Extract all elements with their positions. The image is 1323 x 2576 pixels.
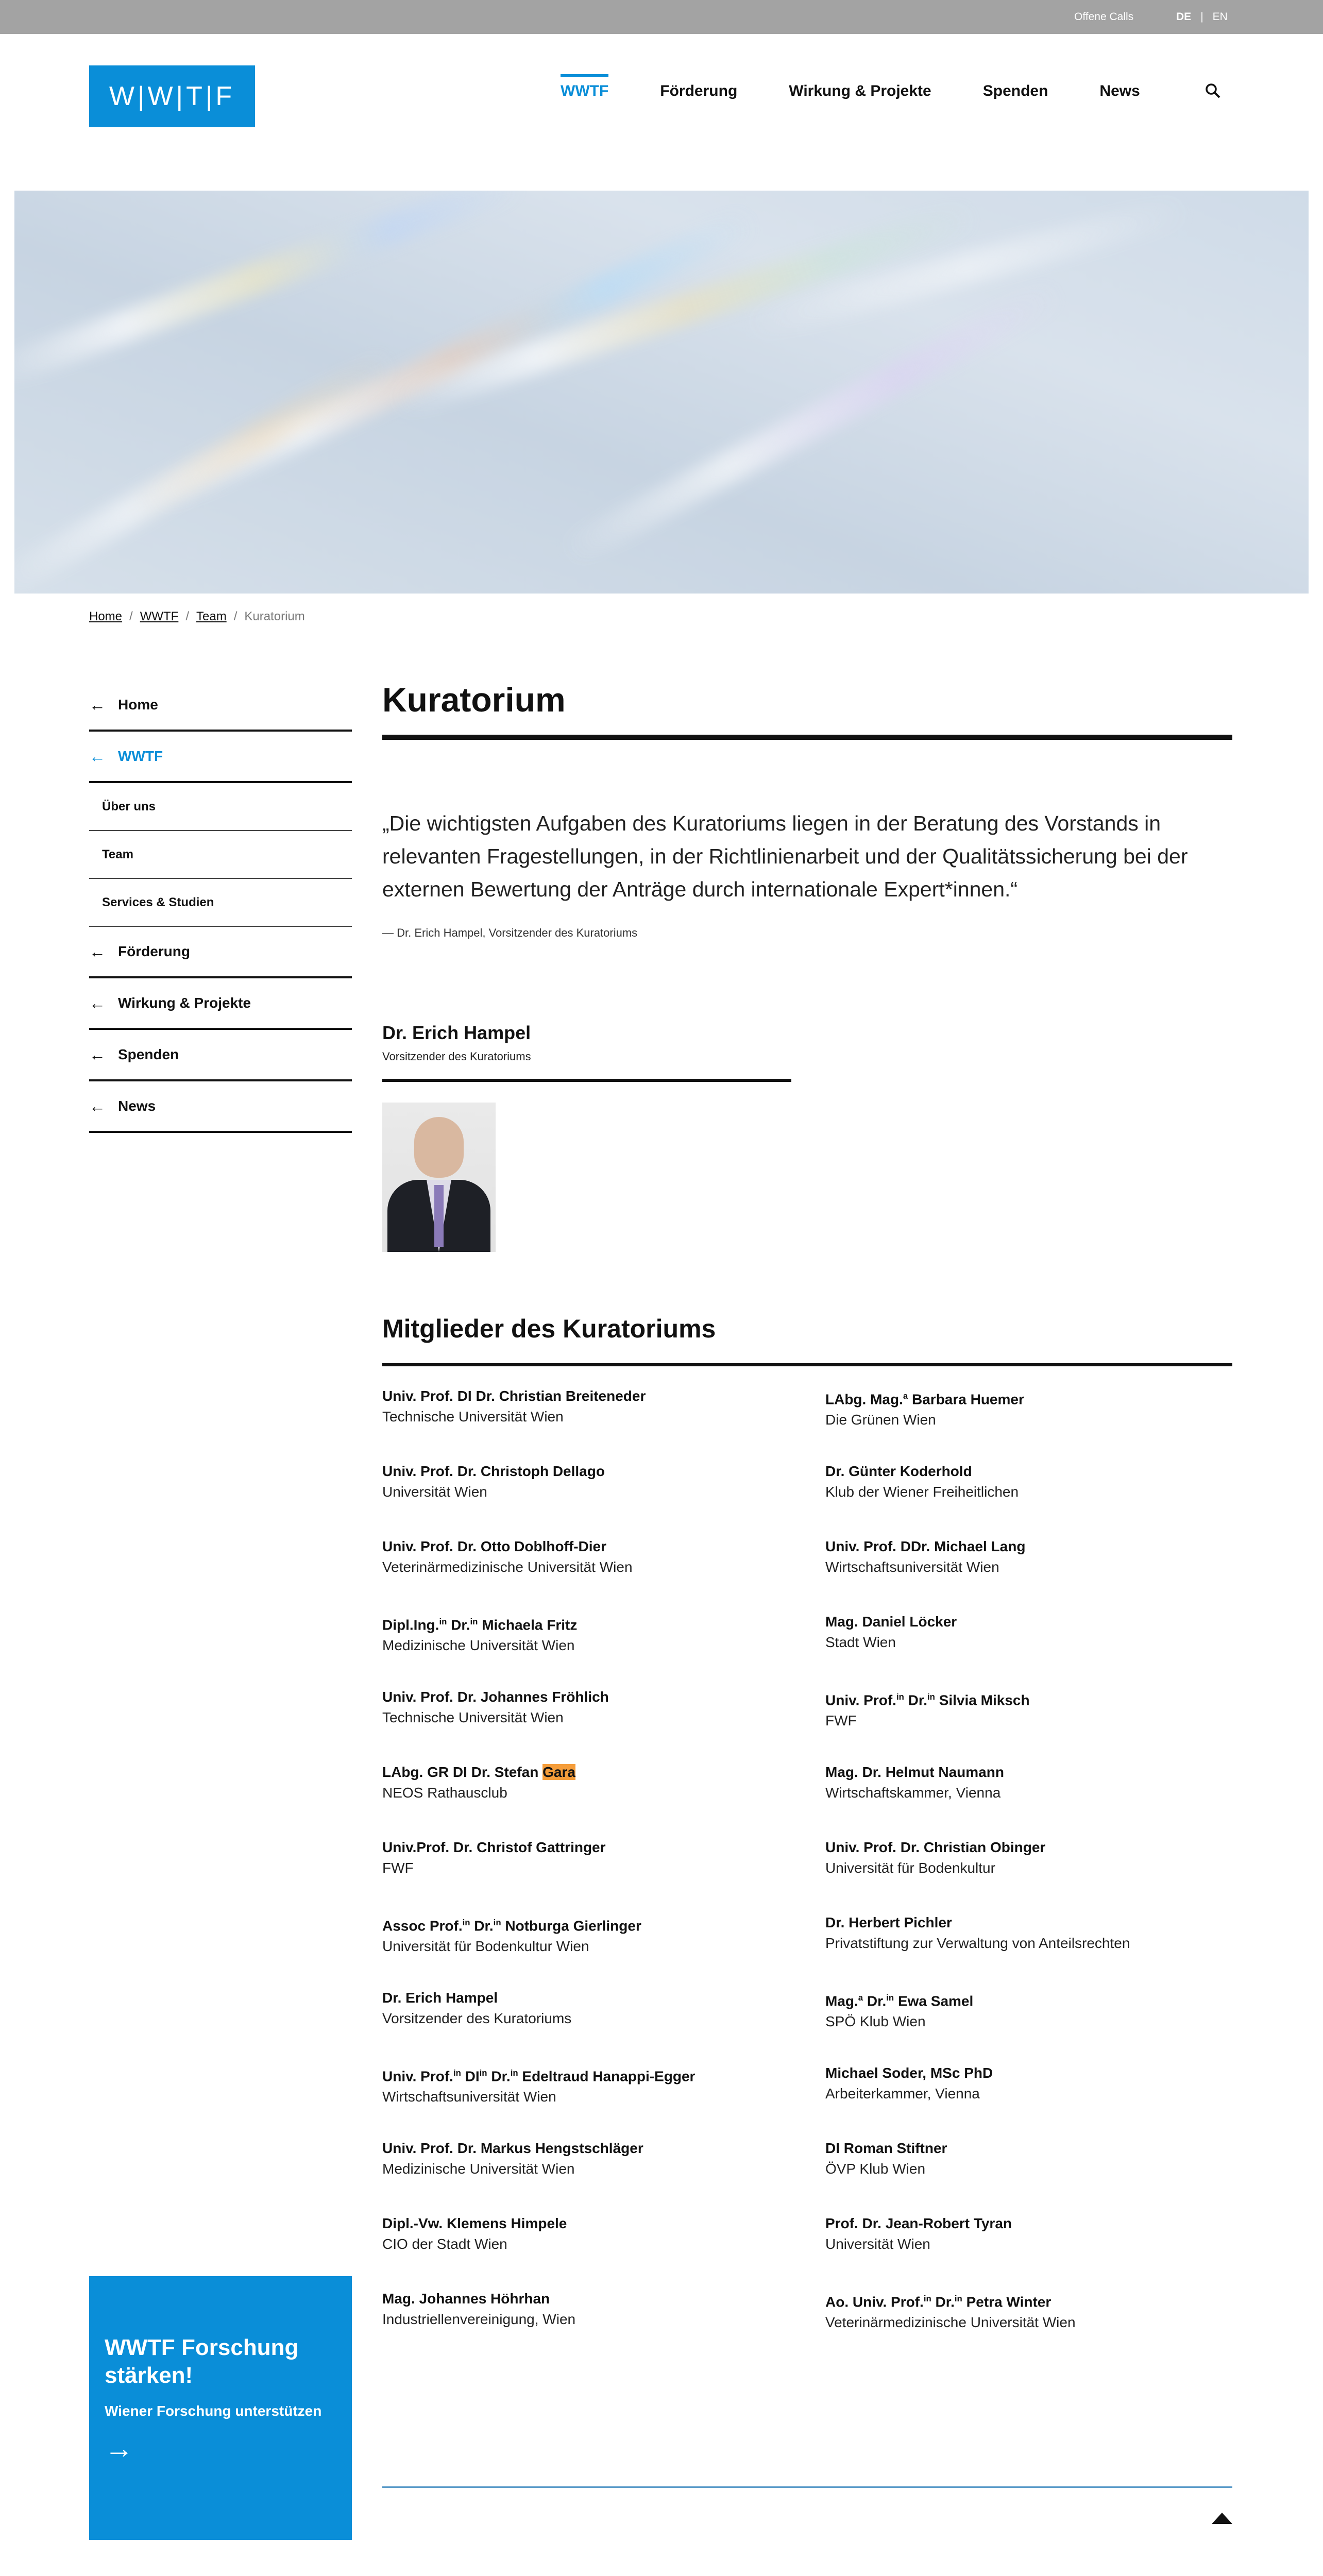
member-entry [382,1536,789,1612]
member-name: Assoc Prof.$^{in}$ Dr.$^{in}$ Notburga Gierlinger [382,1918,641,1934]
member-organisation: FWF [382,1860,414,1876]
page-title: Kuratorium [382,681,566,719]
member-organisation: SPÖ Klub Wien [825,2013,926,2030]
member-organisation: Wirtschaftsuniversität Wien [825,1559,999,1575]
arrow-left-icon: ← [89,1045,106,1064]
member-entry [382,1386,789,1461]
offene-calls-link[interactable]: Offene Calls [1074,11,1134,23]
arrow-left-icon: ← [89,747,106,766]
sidebar-item-wirkung-projekte[interactable] [89,978,352,1030]
nav-spenden[interactable]: Spenden [982,82,1048,99]
member-name: Univ. Prof. Dr. Otto Doblhoff-Dier [382,1538,607,1554]
members-divider [382,1363,1232,1366]
member-name: Univ. Prof. Dr. Markus Hengstschläger [382,2140,643,2156]
member-entry [382,2138,789,2213]
member-entry [825,2289,1232,2364]
member-name: Dr. Günter Koderhold [825,1463,972,1479]
member-entry [825,1386,1232,1461]
member-organisation: Klub der Wiener Freiheitlichen [825,1484,1019,1500]
member-entry [382,1988,789,2063]
members-heading: Mitglieder des Kuratoriums [382,1314,716,1343]
content-end-divider [382,2486,1232,2488]
arrow-right-icon: → [105,2432,133,2464]
member-name: Univ. Prof.$^{in}$ $DI^{in}$ Dr.$^{in}$ Edeltraud Hanappi-Egger [382,2068,696,2084]
chair-photo [382,1103,496,1252]
sidebar-item-wwtf[interactable] [89,732,352,783]
member-organisation: Wirtschaftsuniversität Wien [382,2089,556,2105]
member-entry [382,2063,789,2138]
lang-separator: | [1200,11,1203,23]
member-name: Mag. Daniel Löcker [825,1614,957,1630]
quote-text: „Die wichtigsten Aufgaben des Kuratoriums liegen in der Beratung des Vorstands in relevanten Fragestellungen, in der Richtlinienarbeit und der Qualitätssicherung bei der externen Bewertung der Anträge durch internationale Expert*innen.“ [382,811,1188,901]
sidebar-item-label: WWTF [118,748,163,764]
arrow-left-icon: ← [89,942,106,961]
member-organisation: Universität Wien [382,1484,487,1500]
member-entry [825,1461,1232,1536]
sidebar-subitem-team[interactable]: Team [89,831,352,879]
member-entry [382,2213,789,2289]
sidebar-item-label: Spenden [118,1046,179,1062]
breadcrumb-separator: / [185,609,189,623]
member-name: Univ. Prof.$^{in}$ Dr.$^{in}$ Silvia Miksch [825,1692,1030,1708]
member-entry [825,1536,1232,1612]
member-name: Mag. Dr. Helmut Naumann [825,1764,1004,1780]
sidebar-item-label: News [118,1098,156,1114]
sidebar-item-label: Home [118,697,158,713]
member-entry [825,2063,1232,2138]
member-name: Univ. Prof. Dr. Johannes Fröhlich [382,1689,609,1705]
member-organisation: Technische Universität Wien [382,1409,564,1425]
member-entry [825,1837,1232,1912]
member-entry [382,1612,789,1687]
member-name: DI Roman Stiftner [825,2140,947,2156]
wwtf-logo[interactable] [89,65,255,127]
member-name: Univ. Prof. Dr. Christian Obinger [825,1839,1046,1855]
member-organisation: Veterinärmedizinische Universität Wien [382,1559,633,1575]
member-name: Dipl.-Vw. Klemens Himpele [382,2215,567,2231]
member-organisation: ÖVP Klub Wien [825,2161,926,2177]
back-to-top-icon[interactable] [1212,2513,1232,2524]
nav-wwtf[interactable]: WWTF [561,82,609,99]
member-entry [382,1461,789,1536]
member-name: LAbg. Mag.$^a$ Barbara Huemer [825,1391,1024,1408]
members-column-left [382,1386,789,2364]
member-organisation: Medizinische Universität Wien [382,1637,575,1654]
sidebar-item-label: Förderung [118,943,190,959]
member-organisation: Universität Wien [825,2236,930,2252]
member-entry [382,2289,789,2364]
support-subtitle: Wiener Forschung unterstützen [105,2403,322,2419]
member-organisation: Veterinärmedizinische Universität Wien [825,2314,1076,2331]
members-column-right [825,1386,1232,2364]
member-entry [825,2213,1232,2289]
member-entry [825,1612,1232,1687]
arrow-left-icon: ← [89,993,106,1012]
search-icon[interactable] [1205,82,1221,99]
sidebar-subitem-ueber-uns[interactable]: Über uns [89,783,352,831]
nav-news[interactable]: News [1099,82,1140,99]
support-box[interactable] [89,2276,352,2540]
member-organisation: Wirtschaftskammer, Vienna [825,1785,1001,1801]
members-grid [382,1386,1232,2364]
breadcrumb [89,609,305,624]
sidebar-nav [89,680,352,1133]
main-content [382,680,1232,1252]
member-entry [825,1687,1232,1762]
chair-name: Dr. Erich Hampel [382,1022,531,1043]
chair-divider [382,1079,791,1082]
member-entry [382,1912,789,1988]
member-entry [825,1988,1232,2063]
member-organisation: NEOS Rathausclub [382,1785,507,1801]
member-organisation: Die Grünen Wien [825,1412,936,1428]
support-title: WWTF Forschung stärken! [105,2335,299,2388]
sidebar-subitem-services-studien[interactable]: Services & Studien [89,879,352,927]
member-name: Dr. Herbert Pichler [825,1914,952,1930]
member-entry [382,1762,789,1837]
title-divider [382,735,1232,740]
breadcrumb-separator: / [129,609,133,623]
member-name: Michael Soder, MSc PhD [825,2065,993,2081]
breadcrumb-home[interactable]: Home [89,609,123,623]
member-entry [382,1687,789,1762]
member-name: Univ.Prof. Dr. Christof Gattringer [382,1839,606,1855]
breadcrumb-team[interactable]: Team [196,609,227,623]
member-name: Mag.$^a$ Dr.$^{in}$ Ewa Samel [825,1993,974,2009]
arrow-left-icon: ← [89,1096,106,1115]
breadcrumb-separator: / [233,609,238,623]
member-name: Prof. Dr. Jean-Robert Tyran [825,2215,1012,2231]
member-organisation: Technische Universität Wien [382,1709,564,1725]
member-organisation: FWF [825,1713,857,1729]
member-name: Univ. Prof. DI Dr. Christian Breiteneder [382,1388,646,1404]
member-name: Dr. Erich Hampel [382,1990,498,2006]
sidebar-item-news[interactable] [89,1081,352,1133]
chair-role: Vorsitzender des Kuratoriums [382,1050,531,1063]
lang-en-link[interactable]: EN [1212,11,1228,23]
language-switcher [1176,11,1228,23]
member-name: Univ. Prof. DDr. Michael Lang [825,1538,1026,1554]
member-name: Dipl.Ing.$^{in}$ Dr.$^{in}$ Michaela Fritz [382,1617,578,1633]
member-organisation: Vorsitzender des Kuratoriums [382,2010,572,2026]
breadcrumb-current: Kuratorium [244,609,305,623]
nav-foerderung[interactable]: Förderung [660,82,738,99]
lang-de-link[interactable]: DE [1176,11,1192,23]
member-organisation: Universität für Bodenkultur [825,1860,995,1876]
member-entry [825,2138,1232,2213]
member-organisation: Stadt Wien [825,1634,896,1650]
arrow-left-icon: ← [89,695,106,714]
member-entry [382,1837,789,1912]
member-organisation: Privatstiftung zur Verwaltung von Anteilsrechten [825,1935,1130,1951]
nav-wirkung-projekte[interactable]: Wirkung & Projekte [789,82,931,99]
search-highlight: Gara [542,1764,575,1780]
top-bar [0,0,1323,34]
member-organisation: Industriellenvereinigung, Wien [382,2311,576,2327]
member-entry [825,1762,1232,1837]
member-organisation: Medizinische Universität Wien [382,2161,575,2177]
member-entry [825,1912,1232,1988]
member-name: Ao. Univ. Prof.$^{in}$ Dr.$^{in}$ Petra Winter [825,2294,1051,2310]
member-name: Univ. Prof. Dr. Christoph Dellago [382,1463,605,1479]
member-name: LAbg. GR DI Dr. Stefan Gara [382,1764,575,1780]
sidebar-item-home[interactable] [89,680,352,732]
main-nav [561,82,1140,100]
sidebar-item-foerderung[interactable] [89,927,352,978]
hero-image [14,191,1309,594]
sidebar-item-spenden[interactable] [89,1030,352,1081]
member-organisation: CIO der Stadt Wien [382,2236,507,2252]
quote-attribution: — Dr. Erich Hampel, Vorsitzender des Kuratoriums [382,926,638,939]
member-name: Mag. Johannes Höhrhan [382,2291,550,2307]
member-organisation: Universität für Bodenkultur Wien [382,1938,589,1955]
member-organisation: Arbeiterkammer, Vienna [825,2086,980,2102]
sidebar-item-label: Wirkung & Projekte [118,995,251,1011]
breadcrumb-wwtf[interactable]: WWTF [140,609,179,623]
logo-text: W|W|T|F [109,81,235,111]
